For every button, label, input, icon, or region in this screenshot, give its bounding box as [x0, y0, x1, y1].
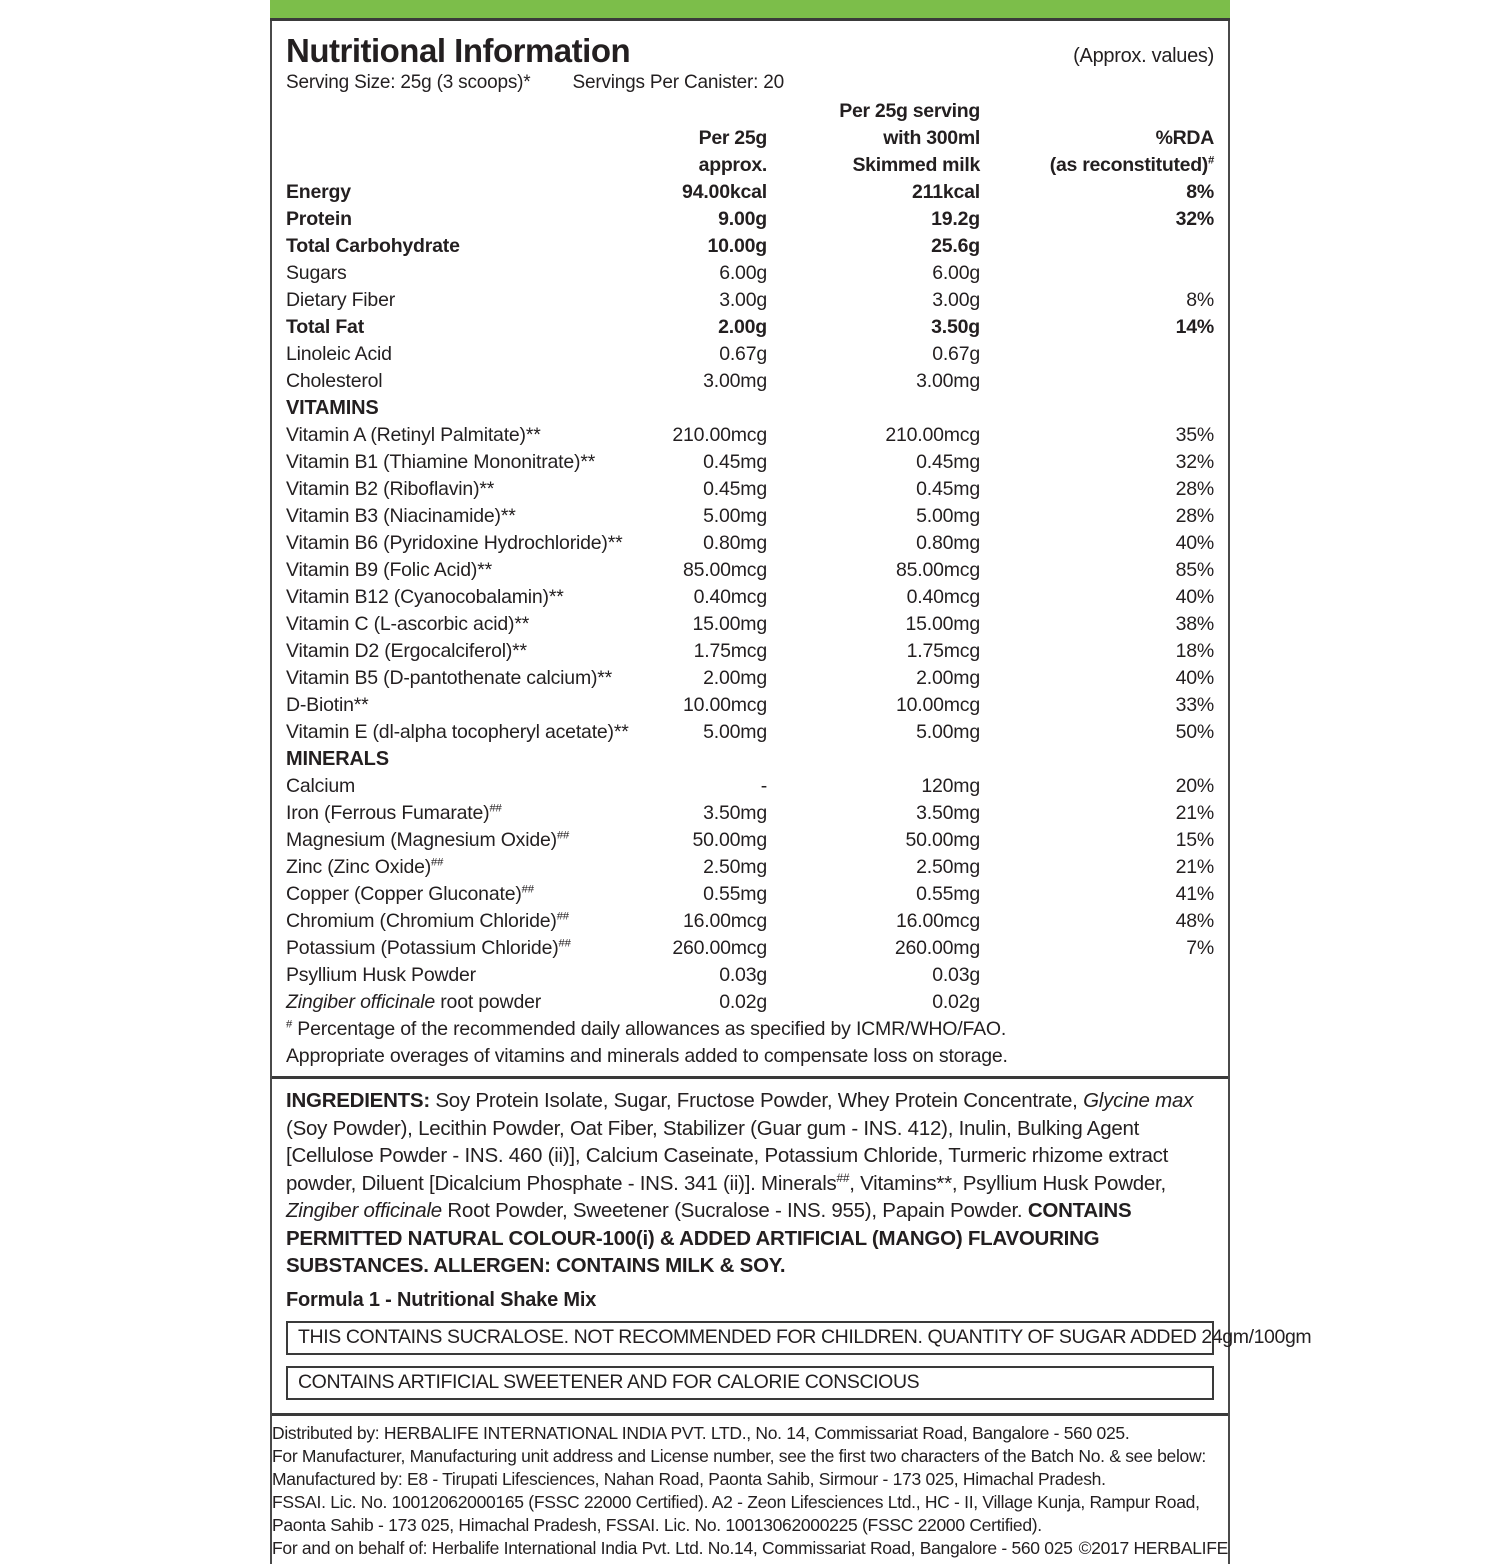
dot-leader: [643, 179, 675, 206]
dot-leader: [522, 503, 634, 530]
dot-leader: [466, 233, 634, 260]
nutrient-name: Psyllium Husk Powder: [286, 964, 476, 986]
footer-line: Paonta Sahib - 173 025, Himachal Pradesh, FSSAI. Lic. No. 10013062000225 (FSSC 22000 Certified).: [272, 1514, 1042, 1535]
dot-leader: [547, 422, 634, 449]
with-milk-value: 5.00mg: [916, 505, 980, 527]
dot-leader: [986, 719, 1169, 746]
per-25g-value: 3.00g: [719, 289, 767, 311]
rda-value: 48%: [1175, 910, 1214, 932]
dot-leader: [986, 584, 1169, 611]
with-milk-value: 2.50mg: [916, 856, 980, 878]
per-25g-value: 6.00g: [719, 262, 767, 284]
per-25g-value: 85.00mcg: [682, 559, 767, 581]
nutrition-label: [270, 0, 1312, 1564]
dot-leader: [643, 638, 687, 665]
with-milk-value: 211kcal: [911, 181, 980, 203]
nutrient-row: [286, 692, 1214, 719]
nutrient-row: [286, 503, 1214, 530]
nutrient-row: [286, 422, 1214, 449]
nutrient-name: Vitamin B9 (Folic Acid)**: [286, 559, 492, 581]
dot-leader: [449, 854, 634, 881]
with-milk-value: 15.00mg: [905, 613, 980, 635]
dot-leader: [643, 557, 676, 584]
rda-value: 40%: [1175, 586, 1214, 608]
title-bar: [286, 21, 1214, 67]
footnote: Appropriate overages of vitamins and minerals added to compensate loss on storage.: [286, 1045, 1008, 1067]
dot-leader: [533, 638, 634, 665]
dot-leader: [773, 989, 925, 1016]
rda-value: 35%: [1175, 424, 1214, 446]
dot-leader: [643, 530, 696, 557]
nutrient-name: Vitamin E (dl-alpha tocopheryl acetate)**: [286, 721, 629, 743]
with-milk-value: 260.00mg: [894, 937, 980, 959]
dot-leader: [353, 260, 634, 287]
dot-leader: [508, 800, 634, 827]
dot-leader: [986, 206, 1169, 233]
dot-leader: [773, 557, 889, 584]
dot-leader: [773, 341, 925, 368]
with-milk-value: 25.6g: [931, 235, 980, 257]
dot-leader: [986, 638, 1169, 665]
dot-leader: [643, 260, 712, 287]
dot-leader: [986, 800, 1169, 827]
nutrient-row: [286, 584, 1214, 611]
per-25g-value: 2.00g: [718, 316, 767, 338]
with-milk-value: 0.45mg: [916, 478, 980, 500]
dot-leader: [986, 449, 1169, 476]
dot-leader: [361, 773, 634, 800]
dot-leader: [773, 206, 924, 233]
dot-leader: [986, 854, 1169, 881]
dot-leader: [773, 854, 909, 881]
nutrient-row: [286, 179, 1214, 206]
nutrient-name: Vitamin C (L-ascorbic acid)**: [286, 613, 530, 635]
with-milk-value: 0.80mg: [916, 532, 980, 554]
dot-leader: [643, 233, 700, 260]
dot-leader: [773, 962, 925, 989]
footnotes: [286, 1016, 1214, 1070]
with-milk-value: 0.02g: [932, 991, 980, 1013]
ingredients-section: [272, 1079, 1312, 1413]
dot-leader: [773, 692, 889, 719]
behalf-line: For and on behalf of: Herbalife International India Pvt. Ltd. No.14, Commissariat Road, Bangalore - 560 025: [272, 1537, 1073, 1558]
dot-leader: [643, 719, 696, 746]
dot-leader: [986, 287, 1179, 314]
nutrient-name: Potassium (Potassium Chloride)##: [286, 937, 571, 959]
nutrient-row: [286, 476, 1214, 503]
footer-line: FSSAI. Lic. No. 10012062000165 (FSSC 22000 Certified). A2 - Zeon Lifesciences Ltd., HC - II, Village Kunja, Rampur Road,: [272, 1491, 1200, 1512]
footer-line: Manufactured by: E8 - Tirupati Lifesciences, Nahan Road, Paonta Sahib, Sirmour - 173 025, Himachal Pradesh.: [272, 1468, 1106, 1489]
dot-leader: [629, 530, 635, 557]
dot-leader: [986, 314, 1169, 341]
per-25g-value: 0.40mcg: [693, 586, 767, 608]
nutrient-row: [286, 530, 1214, 557]
section-header: MINERALS: [286, 748, 389, 770]
dot-leader: [643, 935, 665, 962]
footnote: # Percentage of the recommended daily allowances as specified by ICMR/WHO/FAO.: [286, 1018, 1007, 1040]
nutrient-row: [286, 638, 1214, 665]
dot-leader: [986, 665, 1169, 692]
nutrient-row: [286, 314, 1214, 341]
per-25g-value: 0.80mg: [703, 532, 767, 554]
with-milk-value: 0.45mg: [916, 451, 980, 473]
per-25g-value: 0.67g: [719, 343, 767, 365]
dot-leader: [398, 341, 634, 368]
dot-leader: [773, 827, 899, 854]
dot-leader: [643, 962, 712, 989]
per-25g-value: 5.00mg: [703, 721, 767, 743]
with-milk-value: 10.00mcg: [895, 694, 980, 716]
dot-leader: [643, 692, 676, 719]
dot-leader: [986, 773, 1169, 800]
dot-leader: [643, 665, 696, 692]
dot-leader: [643, 206, 711, 233]
nutrient-row: [286, 719, 1214, 746]
dot-leader: [773, 800, 909, 827]
dot-leader: [773, 611, 899, 638]
with-milk-value: 6.00g: [932, 262, 980, 284]
dot-leader: [370, 314, 634, 341]
nutrient-row: [286, 341, 1214, 368]
dot-leader: [773, 665, 909, 692]
with-milk-value: 120mg: [921, 775, 980, 797]
rda-value: 7%: [1186, 937, 1214, 959]
dot-leader: [773, 179, 905, 206]
rda-value: 32%: [1175, 208, 1214, 230]
nutrient-name: Iron (Ferrous Fumarate)##: [286, 802, 502, 824]
dot-leader: [773, 287, 925, 314]
nutrient-row: [286, 449, 1214, 476]
nutrient-name: Total Carbohydrate: [286, 235, 460, 257]
dot-leader: [643, 368, 696, 395]
rda-value: 38%: [1175, 613, 1214, 635]
dot-leader: [643, 503, 696, 530]
rda-value: 33%: [1175, 694, 1214, 716]
per-25g-value: 2.00mg: [703, 667, 767, 689]
with-milk-value: 19.2g: [931, 208, 980, 230]
green-header-bar: [270, 0, 1230, 21]
nutrient-name: Vitamin D2 (Ergocalciferol)**: [286, 640, 527, 662]
nutrient-row: [286, 368, 1214, 395]
per-25g-value: 2.50mg: [703, 856, 767, 878]
nutrient-row: [286, 233, 1214, 260]
nutrient-row: [286, 881, 1214, 908]
servings-per-canister: Servings Per Canister: 20: [572, 72, 784, 93]
with-milk-value: 210.00mcg: [885, 424, 980, 446]
serving-size: Serving Size: 25g (3 scoops)*: [286, 72, 531, 93]
dot-leader: [643, 584, 687, 611]
dot-leader: [773, 584, 900, 611]
dot-leader: [482, 962, 634, 989]
footer-line: For Manufacturer, Manufacturing unit address and License number, see the first two characters of the Batch No. & see below:: [272, 1445, 1206, 1466]
per-25g-value: 0.55mg: [703, 883, 767, 905]
dot-leader: [358, 206, 634, 233]
nutrient-row: [286, 854, 1214, 881]
nutrient-name: Protein: [286, 208, 352, 230]
dot-leader: [643, 287, 712, 314]
section-header: VITAMINS: [286, 397, 379, 419]
dot-leader: [547, 989, 634, 1016]
per-25g-value: 0.45mg: [703, 478, 767, 500]
with-milk-value: 3.00mg: [916, 370, 980, 392]
rda-value: 18%: [1175, 640, 1214, 662]
rda-value: 41%: [1175, 883, 1214, 905]
nutrient-name: Calcium: [286, 775, 356, 797]
dot-leader: [388, 368, 634, 395]
nutrient-name: Zingiber officinale root powder: [286, 991, 542, 1013]
per-25g-value: 16.00mcg: [682, 910, 767, 932]
with-milk-value: 5.00mg: [916, 721, 980, 743]
dot-leader: [986, 827, 1169, 854]
dot-leader: [570, 584, 634, 611]
nutrient-name: Zinc (Zinc Oxide)##: [286, 856, 444, 878]
dot-leader: [643, 908, 676, 935]
rda-value: 8%: [1186, 289, 1214, 311]
nutrient-name: Total Fat: [286, 316, 364, 338]
nutrient-row: [286, 962, 1214, 989]
rda-value: 8%: [1186, 181, 1214, 203]
with-milk-value: 3.50mg: [916, 802, 980, 824]
footer-line: Distributed by: HERBALIFE INTERNATIONAL INDIA PVT. LTD., No. 14, Commissariat Road, Bangalore - 560 025.: [272, 1422, 1130, 1443]
per-25g-value: -: [760, 775, 767, 797]
per-25g-value: 15.00mg: [692, 613, 767, 635]
nutrient-row: [286, 611, 1214, 638]
rda-value: 28%: [1175, 505, 1214, 527]
rda-value: 40%: [1175, 667, 1214, 689]
nutrient-name: Vitamin B1 (Thiamine Mononitrate)**: [286, 451, 596, 473]
with-milk-value: 16.00mcg: [895, 910, 980, 932]
column-header-per-25g: Per 25g approx.: [698, 127, 767, 176]
dot-leader: [986, 422, 1169, 449]
nutrient-row: [286, 557, 1214, 584]
with-milk-value: 2.00mg: [916, 667, 980, 689]
copyright: ©2017 HERBALIFE: [1078, 1537, 1228, 1558]
rda-value: 20%: [1175, 775, 1214, 797]
nutrient-name: Chromium (Chromium Chloride)##: [286, 910, 569, 932]
nutrient-row: [286, 989, 1214, 1016]
dot-leader: [773, 530, 909, 557]
with-milk-value: 0.67g: [932, 343, 980, 365]
dot-leader: [643, 341, 712, 368]
nutrition-section: [272, 21, 1228, 1076]
rda-value: 14%: [1175, 316, 1214, 338]
with-milk-value: 0.40mcg: [906, 586, 980, 608]
nutrient-name: Vitamin A (Retinyl Palmitate)**: [286, 424, 541, 446]
nutrient-row: [286, 908, 1214, 935]
nutrient-name: Copper (Copper Gluconate)##: [286, 883, 534, 905]
dot-leader: [643, 773, 754, 800]
product-name: Formula 1 - Nutritional Shake Mix: [286, 1288, 597, 1311]
dot-leader: [986, 692, 1169, 719]
column-header-spacer: [286, 98, 637, 179]
dot-leader: [575, 827, 634, 854]
footer-last-line: [272, 1537, 1228, 1560]
per-25g-value: 10.00mcg: [682, 694, 767, 716]
dot-leader: [643, 611, 686, 638]
rda-value: 40%: [1175, 532, 1214, 554]
dot-leader: [601, 449, 634, 476]
rda-value: 28%: [1175, 478, 1214, 500]
nutrient-name: Vitamin B3 (Niacinamide)**: [286, 505, 516, 527]
column-header-rda: %RDA (as reconstituted)#: [1049, 127, 1214, 176]
dot-leader: [773, 908, 889, 935]
dot-leader: [618, 665, 634, 692]
nutrient-row: [286, 773, 1214, 800]
dot-leader: [401, 287, 634, 314]
page-title: Nutritional Information: [286, 32, 631, 69]
label-box: [270, 21, 1312, 1564]
dot-leader: [540, 881, 634, 908]
per-25g-value: 3.00mg: [703, 370, 767, 392]
nutrient-name: Linoleic Acid: [286, 343, 392, 365]
nutrient-name: Cholesterol: [286, 370, 383, 392]
nutrient-row: [286, 827, 1214, 854]
per-25g-value: 1.75mcg: [693, 640, 767, 662]
dot-leader: [986, 530, 1169, 557]
dot-leader: [643, 881, 696, 908]
dot-leader: [773, 881, 909, 908]
dot-leader: [773, 422, 878, 449]
footer-section: [272, 1416, 1228, 1564]
dot-leader: [986, 935, 1179, 962]
per-25g-value: 10.00g: [707, 235, 767, 257]
dot-leader: [643, 422, 665, 449]
per-25g-value: 94.00kcal: [682, 181, 767, 203]
with-milk-value: 85.00mcg: [895, 559, 980, 581]
per-25g-value: 0.02g: [719, 991, 767, 1013]
dot-leader: [773, 503, 909, 530]
dot-leader: [986, 557, 1169, 584]
per-25g-value: 50.00mg: [692, 829, 767, 851]
dot-leader: [986, 881, 1169, 908]
dot-leader: [773, 260, 925, 287]
rda-value: 15%: [1175, 829, 1214, 851]
dot-leader: [643, 314, 711, 341]
per-25g-value: 5.00mg: [703, 505, 767, 527]
dot-leader: [773, 638, 900, 665]
rda-value: 85%: [1175, 559, 1214, 581]
dot-leader: [577, 935, 634, 962]
nutrient-name: Magnesium (Magnesium Oxide)##: [286, 829, 570, 851]
nutrient-name: Energy: [286, 181, 351, 203]
dot-leader: [643, 449, 696, 476]
nutrition-table: [286, 179, 1214, 1016]
dot-leader: [773, 773, 914, 800]
nutrient-name: Dietary Fiber: [286, 289, 396, 311]
approx-values-note: (Approx. values): [1073, 45, 1214, 67]
per-25g-value: 3.50mg: [703, 802, 767, 824]
dot-leader: [773, 449, 909, 476]
with-milk-value: 1.75mcg: [906, 640, 980, 662]
dot-leader: [357, 179, 634, 206]
nutrient-row: [286, 206, 1214, 233]
dot-leader: [500, 476, 634, 503]
serving-line: [286, 72, 1214, 94]
dot-leader: [986, 503, 1169, 530]
nutrient-name: Vitamin B5 (D-pantothenate calcium)**: [286, 667, 613, 689]
nutrient-name: Vitamin B2 (Riboflavin)**: [286, 478, 495, 500]
per-25g-value: 260.00mcg: [672, 937, 767, 959]
per-25g-value: 0.45mg: [703, 451, 767, 473]
nutrient-name: D-Biotin**: [286, 694, 369, 716]
dot-leader: [643, 854, 696, 881]
sucralose-warning-box: THIS CONTAINS SUCRALOSE. NOT RECOMMENDED FOR CHILDREN. QUANTITY OF SUGAR ADDED 24gm/100gm: [286, 1321, 1214, 1355]
dot-leader: [986, 476, 1169, 503]
ingredients-paragraph: INGREDIENTS: Soy Protein Isolate, Sugar, Fructose Powder, Whey Protein Concentrate, Glycine max (Soy Powder), Lecithin Powder, Oat Fiber, Stabilizer (Guar gum - INS. 412), Inulin, Bulking Agent [Cellulose Powder - INS. 460 (ii)], Calcium Caseinate, Potassium Chloride, Turmeric rhizome extract powder, Diluent [Dicalcium Phosphate - INS. 341 (ii)]. Minerals##, Vitamins**, Psyllium Husk Powder, Zingiber officinale Root Powder, Sweetener (Sucralose - INS. 955), Papain Powder. CONTAINS PERMITTED NATURAL COLOUR-100(i) & ADDED ARTIFICIAL (MANGO) FLAVOURING SUBSTANCES. ALLERGEN: CONTAINS MILK & SOY.: [286, 1089, 1194, 1277]
per-25g-value: 0.03g: [719, 964, 767, 986]
dot-leader: [773, 935, 888, 962]
with-milk-value: 0.03g: [932, 964, 980, 986]
with-milk-value: 3.00g: [932, 289, 980, 311]
nutrient-name: Vitamin B12 (Cyanocobalamin)**: [286, 586, 564, 608]
dot-leader: [986, 908, 1169, 935]
column-header-with-milk: Per 25g serving with 300ml Skimmed milk: [839, 100, 980, 176]
dot-leader: [643, 476, 696, 503]
with-milk-value: 3.50g: [931, 316, 980, 338]
dot-leader: [535, 611, 634, 638]
nutrient-row: [286, 287, 1214, 314]
rda-value: 21%: [1175, 802, 1214, 824]
dot-leader: [643, 800, 696, 827]
nutrient-row: [286, 935, 1214, 962]
nutrient-row: [286, 260, 1214, 287]
dot-leader: [575, 908, 634, 935]
rda-value: 21%: [1175, 856, 1214, 878]
nutrient-row: [286, 665, 1214, 692]
dot-leader: [773, 314, 924, 341]
nutrient-row: [286, 800, 1214, 827]
dot-leader: [986, 179, 1179, 206]
column-headers: [286, 98, 1214, 179]
rda-value: 50%: [1175, 721, 1214, 743]
per-25g-value: 9.00g: [718, 208, 767, 230]
dot-leader: [643, 827, 686, 854]
dot-leader: [643, 989, 712, 1016]
sweetener-warning-box: CONTAINS ARTIFICIAL SWEETENER AND FOR CALORIE CONSCIOUS: [286, 1366, 1214, 1400]
dot-leader: [773, 476, 909, 503]
nutrient-name: Vitamin B6 (Pyridoxine Hydrochloride)**: [286, 532, 623, 554]
dot-leader: [986, 611, 1169, 638]
per-25g-value: 210.00mcg: [672, 424, 767, 446]
with-milk-value: 50.00mg: [905, 829, 980, 851]
nutrient-name: Sugars: [286, 262, 347, 284]
rda-value: 32%: [1175, 451, 1214, 473]
dot-leader: [375, 692, 634, 719]
dot-leader: [498, 557, 634, 584]
dot-leader: [773, 233, 924, 260]
with-milk-value: 0.55mg: [916, 883, 980, 905]
dot-leader: [773, 719, 909, 746]
dot-leader: [773, 368, 909, 395]
